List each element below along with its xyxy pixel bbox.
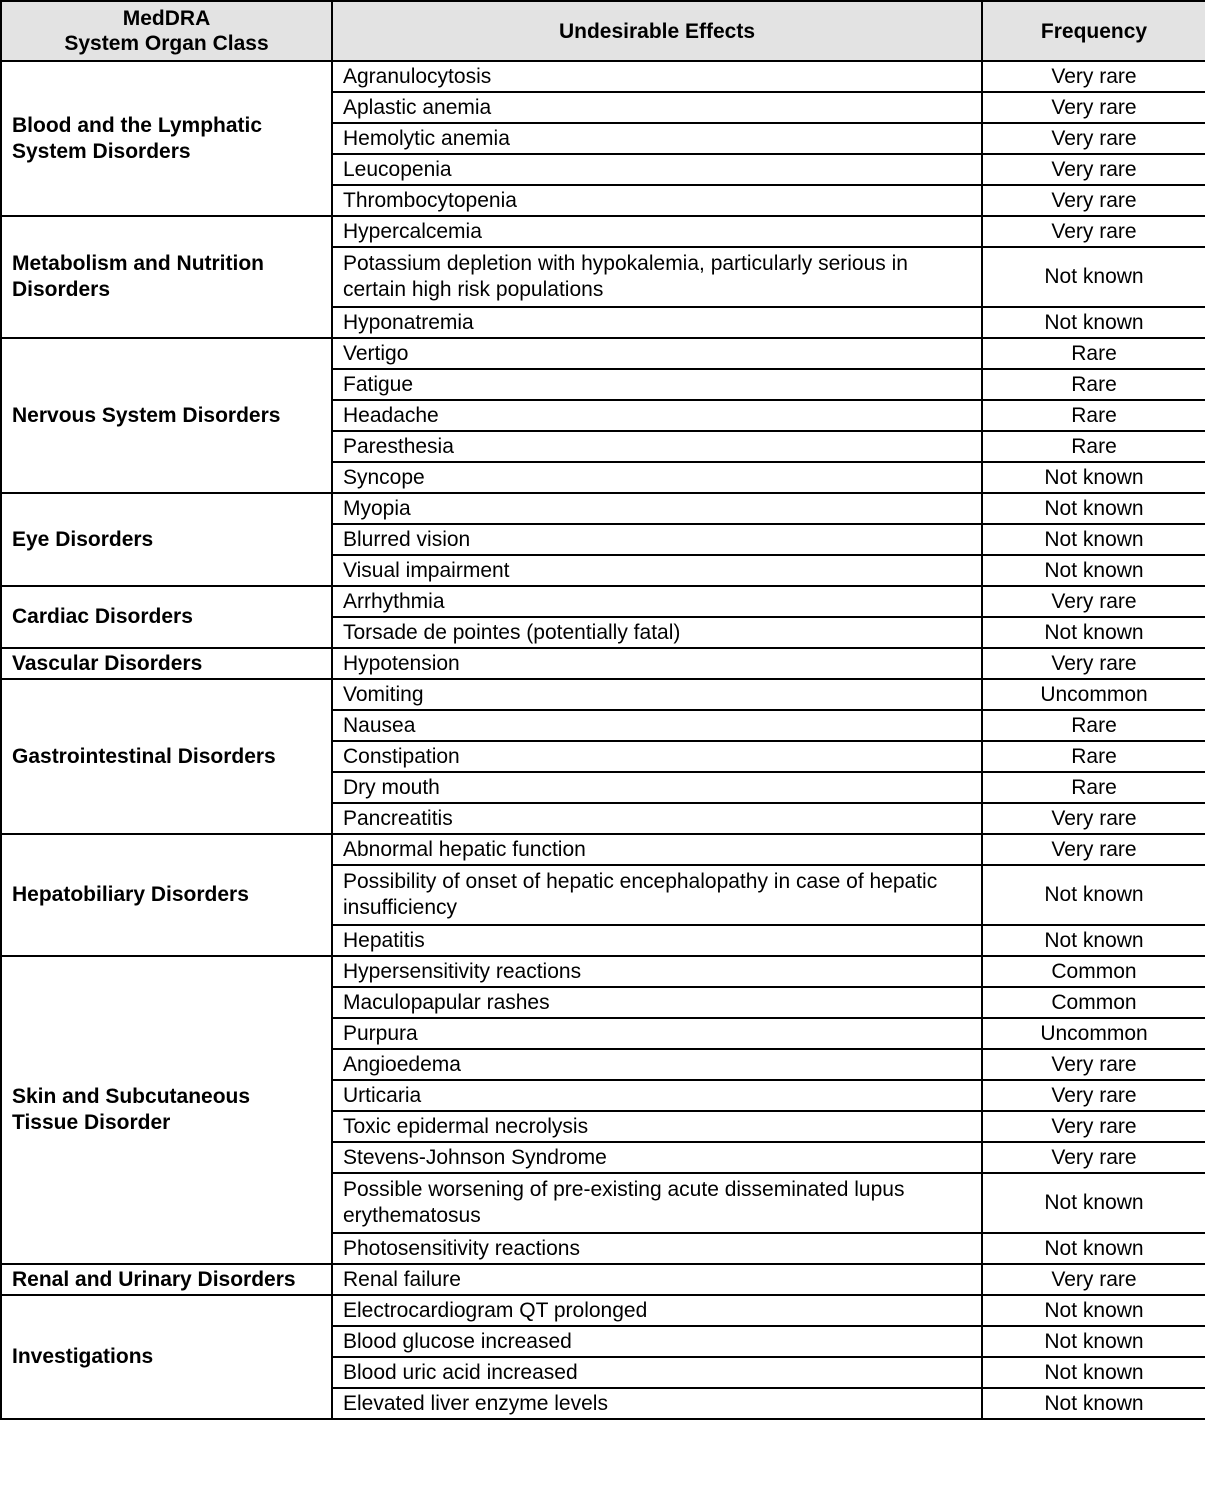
frequency-cell: Rare [982,431,1205,462]
undesirable-effect-cell: Hypersensitivity reactions [332,956,982,987]
frequency-cell: Very rare [982,216,1205,247]
table-row [1,338,1205,369]
table-row [1,834,1205,865]
undesirable-effect-cell: Dry mouth [332,772,982,803]
frequency-cell: Not known [982,1233,1205,1264]
system-organ-class-cell: Investigations [1,1295,332,1419]
frequency-cell: Rare [982,772,1205,803]
undesirable-effect-cell: Visual impairment [332,555,982,586]
frequency-cell: Not known [982,555,1205,586]
frequency-cell: Uncommon [982,679,1205,710]
frequency-cell: Very rare [982,92,1205,123]
frequency-cell: Very rare [982,123,1205,154]
table-row [1,1295,1205,1326]
undesirable-effect-cell: Syncope [332,462,982,493]
table-row [1,586,1205,617]
frequency-cell: Very rare [982,1264,1205,1295]
undesirable-effect-cell: Elevated liver enzyme levels [332,1388,982,1419]
table-header [1,1,1205,61]
frequency-cell: Uncommon [982,1018,1205,1049]
table-row [1,648,1205,679]
system-organ-class-cell: Skin and Subcutaneous Tissue Disorder [1,956,332,1264]
frequency-cell: Common [982,987,1205,1018]
system-organ-class-cell: Gastrointestinal Disorders [1,679,332,834]
frequency-cell: Not known [982,1388,1205,1419]
undesirable-effect-cell: Leucopenia [332,154,982,185]
frequency-cell: Not known [982,462,1205,493]
frequency-cell: Very rare [982,61,1205,92]
table-row [1,679,1205,710]
undesirable-effect-cell: Renal failure [332,1264,982,1295]
undesirable-effect-cell: Vertigo [332,338,982,369]
system-organ-class-cell: Renal and Urinary Disorders [1,1264,332,1295]
undesirable-effect-cell: Toxic epidermal necrolysis [332,1111,982,1142]
undesirable-effect-cell: Hypotension [332,648,982,679]
undesirable-effect-cell: Possible worsening of pre-existing acute disseminated lupus erythematosus [332,1173,982,1233]
frequency-cell: Not known [982,1173,1205,1233]
undesirable-effect-cell: Electrocardiogram QT prolonged [332,1295,982,1326]
system-organ-class-cell: Metabolism and Nutrition Disorders [1,216,332,338]
header-row [1,1,1205,61]
table-row [1,61,1205,92]
system-organ-class-cell: Blood and the Lymphatic System Disorders [1,61,332,216]
undesirable-effect-cell: Abnormal hepatic function [332,834,982,865]
header-soc-line1: MedDRA [122,7,211,30]
undesirable-effect-cell: Myopia [332,493,982,524]
undesirable-effect-cell: Hemolytic anemia [332,123,982,154]
frequency-cell: Very rare [982,1111,1205,1142]
frequency-cell: Very rare [982,648,1205,679]
undesirable-effect-cell: Hepatitis [332,925,982,956]
frequency-cell: Very rare [982,1142,1205,1173]
undesirable-effect-cell: Potassium depletion with hypokalemia, particularly serious in certain high risk populations [332,247,982,307]
frequency-cell: Very rare [982,586,1205,617]
undesirable-effect-cell: Blood uric acid increased [332,1357,982,1388]
header-soc-line2: System Organ Class [64,32,269,55]
frequency-cell: Very rare [982,1049,1205,1080]
undesirable-effect-cell: Arrhythmia [332,586,982,617]
system-organ-class-cell: Vascular Disorders [1,648,332,679]
system-organ-class-cell: Cardiac Disorders [1,586,332,648]
frequency-cell: Not known [982,1357,1205,1388]
undesirable-effect-cell: Constipation [332,741,982,772]
frequency-cell: Very rare [982,834,1205,865]
frequency-cell: Not known [982,865,1205,925]
frequency-cell: Very rare [982,185,1205,216]
undesirable-effect-cell: Thrombocytopenia [332,185,982,216]
frequency-cell: Not known [982,524,1205,555]
undesirable-effect-cell: Fatigue [332,369,982,400]
frequency-cell: Common [982,956,1205,987]
header-frequency: Frequency [982,1,1205,61]
system-organ-class-cell: Eye Disorders [1,493,332,586]
undesirable-effect-cell: Angioedema [332,1049,982,1080]
frequency-cell: Not known [982,1295,1205,1326]
header-effects: Undesirable Effects [332,1,982,61]
frequency-cell: Rare [982,338,1205,369]
frequency-cell: Very rare [982,803,1205,834]
frequency-cell: Not known [982,247,1205,307]
undesirable-effect-cell: Hypercalcemia [332,216,982,247]
frequency-cell: Not known [982,617,1205,648]
undesirable-effect-cell: Stevens-Johnson Syndrome [332,1142,982,1173]
undesirable-effect-cell: Blood glucose increased [332,1326,982,1357]
undesirable-effect-cell: Torsade de pointes (potentially fatal) [332,617,982,648]
table-row [1,216,1205,247]
undesirable-effect-cell: Vomiting [332,679,982,710]
undesirable-effect-cell: Pancreatitis [332,803,982,834]
system-organ-class-cell: Hepatobiliary Disorders [1,834,332,956]
table-body [1,61,1205,1419]
frequency-cell: Rare [982,741,1205,772]
frequency-cell: Not known [982,925,1205,956]
frequency-cell: Very rare [982,154,1205,185]
undesirable-effect-cell: Blurred vision [332,524,982,555]
frequency-cell: Rare [982,369,1205,400]
frequency-cell: Not known [982,307,1205,338]
undesirable-effect-cell: Hyponatremia [332,307,982,338]
table-row [1,1264,1205,1295]
undesirable-effect-cell: Agranulocytosis [332,61,982,92]
undesirable-effect-cell: Photosensitivity reactions [332,1233,982,1264]
table-row [1,493,1205,524]
undesirable-effect-cell: Headache [332,400,982,431]
undesirable-effect-cell: Possibility of onset of hepatic encephalopathy in case of hepatic insufficiency [332,865,982,925]
header-soc [1,1,332,61]
undesirable-effect-cell: Purpura [332,1018,982,1049]
frequency-cell: Rare [982,710,1205,741]
undesirable-effect-cell: Urticaria [332,1080,982,1111]
frequency-cell: Very rare [982,1080,1205,1111]
undesirable-effect-cell: Aplastic anemia [332,92,982,123]
table-row [1,956,1205,987]
frequency-cell: Rare [982,400,1205,431]
frequency-cell: Not known [982,1326,1205,1357]
frequency-cell: Not known [982,493,1205,524]
undesirable-effect-cell: Maculopapular rashes [332,987,982,1018]
undesirable-effect-cell: Paresthesia [332,431,982,462]
system-organ-class-cell: Nervous System Disorders [1,338,332,493]
undesirable-effect-cell: Nausea [332,710,982,741]
